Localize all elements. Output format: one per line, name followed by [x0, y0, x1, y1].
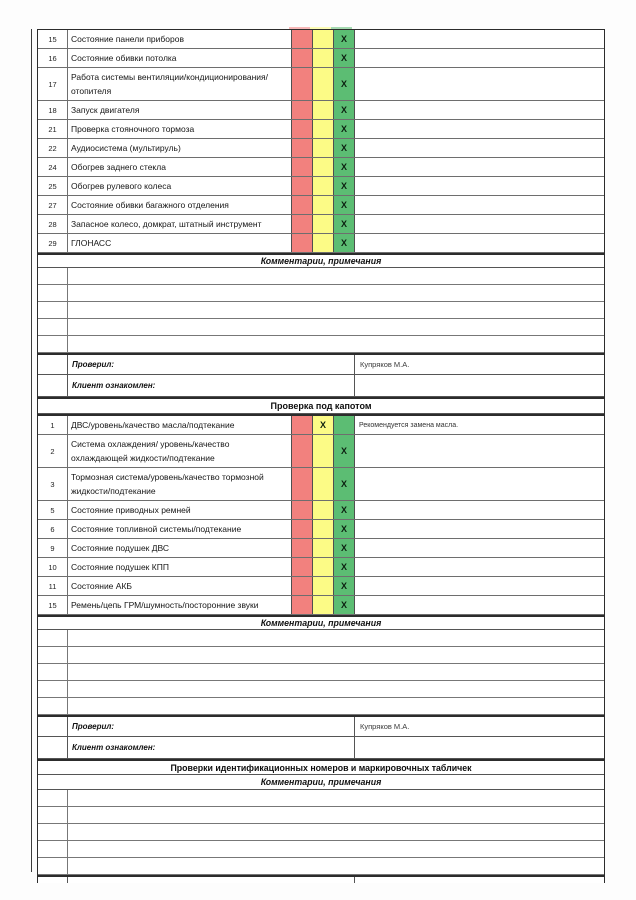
row-description: Состояние топливной системы/подтекание	[68, 520, 292, 538]
comment-empty-row	[38, 858, 604, 875]
mark-cell-green: X	[334, 501, 355, 519]
comments-empty-rows	[38, 268, 604, 353]
client-ack-label: Клиент ознакомлен:	[68, 737, 355, 758]
row-note	[355, 177, 604, 195]
row-number: 2	[38, 435, 68, 467]
checklist-row	[38, 158, 604, 177]
comment-empty-row	[38, 630, 604, 647]
mark-cell-red	[292, 596, 313, 614]
comment-empty-row	[38, 268, 604, 285]
row-description: Запуск двигателя	[68, 101, 292, 119]
row-number-stub	[38, 302, 68, 318]
mark-cell-green: X	[334, 101, 355, 119]
comment-empty-row	[38, 790, 604, 807]
row-number-stub	[38, 336, 68, 352]
mark-cell-red	[292, 416, 313, 434]
row-note	[355, 120, 604, 138]
checklist-row	[38, 30, 604, 49]
checklist-row	[38, 520, 604, 539]
mark-cell-yellow	[313, 177, 334, 195]
checklist-row	[38, 539, 604, 558]
row-number: 24	[38, 158, 68, 176]
checklist-table-under-hood	[38, 414, 604, 615]
row-number: 16	[38, 49, 68, 67]
comments-empty-rows	[38, 630, 604, 715]
row-number-stub	[38, 355, 68, 374]
comment-empty-row	[38, 824, 604, 841]
row-description: Состояние АКБ	[68, 577, 292, 595]
row-note	[355, 577, 604, 595]
row-number-stub	[38, 698, 68, 714]
comment-empty-row	[38, 681, 604, 698]
mark-cell-yellow	[313, 501, 334, 519]
mark-cell-yellow	[313, 120, 334, 138]
row-number-stub	[38, 737, 68, 758]
row-description: ГЛОНАСС	[68, 234, 292, 252]
checklist-row	[38, 139, 604, 158]
mark-cell-yellow	[313, 49, 334, 67]
mark-cell-green: X	[334, 158, 355, 176]
row-description: Обогрев заднего стекла	[68, 158, 292, 176]
row-note	[355, 139, 604, 157]
row-note	[355, 435, 604, 467]
row-note	[355, 234, 604, 252]
section-title-id-plates: Проверки идентификационных номеров и маркировочных табличек	[38, 759, 604, 775]
row-number-stub	[38, 790, 68, 806]
row-number-stub	[38, 630, 68, 646]
inspection-sheet	[37, 29, 605, 883]
comment-empty-row	[38, 647, 604, 664]
row-description: Состояние приводных ремней	[68, 501, 292, 519]
row-number-stub	[38, 268, 68, 284]
row-note	[355, 520, 604, 538]
row-description: Аудиосистема (мультируль)	[68, 139, 292, 157]
mark-cell-green: X	[334, 234, 355, 252]
row-number-stub	[38, 319, 68, 335]
row-number-stub	[38, 285, 68, 301]
mark-cell-red	[292, 68, 313, 100]
comments-header: Комментарии, примечания	[38, 253, 604, 268]
comment-empty-row	[38, 319, 604, 336]
mark-cell-yellow	[313, 139, 334, 157]
mark-cell-red	[292, 577, 313, 595]
mark-cell-yellow	[313, 158, 334, 176]
mark-cell-red	[292, 101, 313, 119]
row-description: Состояние панели приборов	[68, 30, 292, 48]
checked-by-row	[38, 715, 604, 737]
comment-empty-row	[38, 336, 604, 353]
comment-empty-row	[38, 302, 604, 319]
row-number-stub	[38, 681, 68, 697]
mark-cell-red	[292, 158, 313, 176]
cutoff-checked-by-row	[38, 875, 604, 883]
comments-header: Комментарии, примечания	[38, 775, 604, 790]
comment-empty-row	[38, 664, 604, 681]
row-number-stub	[38, 841, 68, 857]
mark-cell-red	[292, 120, 313, 138]
mark-cell-green: X	[334, 596, 355, 614]
mark-cell-red	[292, 30, 313, 48]
checked-by-label: Проверил:	[68, 355, 355, 374]
checklist-row	[38, 68, 604, 101]
row-number: 10	[38, 558, 68, 576]
mark-cell-yellow	[313, 215, 334, 233]
section-title-under-hood: Проверка под капотом	[38, 397, 604, 414]
checklist-row	[38, 49, 604, 68]
page-left-edge-line	[31, 29, 32, 872]
mark-cell-yellow	[313, 520, 334, 538]
inspector-name: Купряков М.А.	[360, 722, 410, 731]
checklist-row	[38, 501, 604, 520]
mark-cell-red	[292, 234, 313, 252]
mark-cell-green: X	[334, 177, 355, 195]
mark-cell-red	[292, 49, 313, 67]
cutoff-label-cell	[68, 877, 355, 883]
row-number: 22	[38, 139, 68, 157]
row-note: Рекомендуется замена масла.	[359, 421, 459, 429]
mark-cell-red	[292, 139, 313, 157]
row-number: 15	[38, 596, 68, 614]
mark-cell-green: X	[334, 68, 355, 100]
mark-cell-green: X	[334, 120, 355, 138]
row-note	[355, 501, 604, 519]
row-note	[355, 158, 604, 176]
checklist-row	[38, 196, 604, 215]
client-ack-value	[355, 737, 604, 758]
mark-cell-green	[334, 416, 355, 434]
mark-cell-green: X	[334, 468, 355, 500]
row-description: Тормозная система/уровень/качество тормозной жидкости/подтекание	[68, 468, 292, 500]
row-number: 3	[38, 468, 68, 500]
checklist-table-salon	[38, 30, 604, 253]
checklist-row	[38, 215, 604, 234]
comments-header: Комментарии, примечания	[38, 615, 604, 630]
mark-cell-yellow	[313, 30, 334, 48]
mark-cell-red	[292, 539, 313, 557]
row-description: ДВС/уровень/качество масла/подтекание	[68, 416, 292, 434]
checklist-row	[38, 468, 604, 501]
row-number: 21	[38, 120, 68, 138]
mark-cell-green: X	[334, 196, 355, 214]
row-number: 25	[38, 177, 68, 195]
mark-cell-green: X	[334, 558, 355, 576]
checklist-row	[38, 435, 604, 468]
mark-cell-yellow	[313, 596, 334, 614]
row-number-stub	[38, 877, 68, 883]
cutoff-value-cell	[355, 877, 604, 883]
row-description: Работа системы вентиляции/кондиционирования/ отопителя	[68, 68, 292, 100]
mark-cell-green: X	[334, 30, 355, 48]
row-number-stub	[38, 647, 68, 663]
row-note	[355, 215, 604, 233]
row-note	[355, 596, 604, 614]
mark-cell-yellow	[313, 539, 334, 557]
mark-cell-green: X	[334, 435, 355, 467]
row-description: Проверка стояночного тормоза	[68, 120, 292, 138]
row-note	[355, 68, 604, 100]
checklist-row	[38, 234, 604, 253]
row-note	[355, 101, 604, 119]
checklist-row	[38, 177, 604, 196]
mark-cell-yellow	[313, 468, 334, 500]
checked-by-label: Проверил:	[68, 717, 355, 736]
mark-cell-red	[292, 468, 313, 500]
mark-cell-green: X	[334, 539, 355, 557]
checklist-row	[38, 101, 604, 120]
mark-cell-red	[292, 501, 313, 519]
row-description: Состояние подушек ДВС	[68, 539, 292, 557]
row-description: Система охлаждения/ уровень/качество охлаждающей жидкости/подтекание	[68, 435, 292, 467]
row-description: Обогрев рулевого колеса	[68, 177, 292, 195]
row-description: Состояние обивки багажного отделения	[68, 196, 292, 214]
row-number-stub	[38, 807, 68, 823]
row-number: 27	[38, 196, 68, 214]
mark-cell-yellow	[313, 101, 334, 119]
mark-cell-red	[292, 435, 313, 467]
mark-cell-green: X	[334, 215, 355, 233]
row-number: 17	[38, 68, 68, 100]
comment-empty-row	[38, 285, 604, 302]
row-number-stub	[38, 858, 68, 874]
client-ack-row	[38, 737, 604, 759]
row-number: 5	[38, 501, 68, 519]
comment-empty-row	[38, 698, 604, 715]
comment-empty-row	[38, 807, 604, 824]
mark-cell-red	[292, 215, 313, 233]
row-number: 18	[38, 101, 68, 119]
mark-cell-red	[292, 177, 313, 195]
row-description: Состояние подушек КПП	[68, 558, 292, 576]
mark-cell-yellow	[313, 234, 334, 252]
row-description: Запасное колесо, домкрат, штатный инструмент	[68, 215, 292, 233]
row-number-stub	[38, 664, 68, 680]
checklist-row	[38, 596, 604, 615]
mark-cell-yellow: X	[313, 416, 334, 434]
row-number: 29	[38, 234, 68, 252]
mark-cell-green: X	[334, 139, 355, 157]
mark-cell-yellow	[313, 558, 334, 576]
row-number-stub	[38, 824, 68, 840]
row-number: 1	[38, 416, 68, 434]
checklist-row	[38, 120, 604, 139]
checklist-row	[38, 558, 604, 577]
row-note	[355, 558, 604, 576]
row-note	[355, 49, 604, 67]
mark-cell-red	[292, 558, 313, 576]
mark-cell-yellow	[313, 435, 334, 467]
row-description: Состояние обивки потолка	[68, 49, 292, 67]
mark-cell-red	[292, 196, 313, 214]
row-number: 6	[38, 520, 68, 538]
row-note	[355, 196, 604, 214]
mark-cell-yellow	[313, 68, 334, 100]
row-number-stub	[38, 717, 68, 736]
row-note	[355, 30, 604, 48]
row-number-stub	[38, 375, 68, 396]
row-note	[355, 468, 604, 500]
mark-cell-yellow	[313, 577, 334, 595]
row-note	[355, 539, 604, 557]
mark-cell-yellow	[313, 196, 334, 214]
row-number: 15	[38, 30, 68, 48]
checked-by-row	[38, 353, 604, 375]
row-number: 9	[38, 539, 68, 557]
mark-cell-green: X	[334, 49, 355, 67]
row-number: 11	[38, 577, 68, 595]
comments-empty-rows	[38, 790, 604, 875]
inspector-name: Купряков М.А.	[360, 360, 410, 369]
mark-cell-green: X	[334, 577, 355, 595]
client-ack-row	[38, 375, 604, 397]
comment-empty-row	[38, 841, 604, 858]
row-description: Ремень/цепь ГРМ/шумность/посторонние звуки	[68, 596, 292, 614]
client-ack-label: Клиент ознакомлен:	[68, 375, 355, 396]
checklist-row	[38, 577, 604, 596]
row-number: 28	[38, 215, 68, 233]
client-ack-value	[355, 375, 604, 396]
mark-cell-red	[292, 520, 313, 538]
mark-cell-green: X	[334, 520, 355, 538]
checklist-row	[38, 416, 604, 435]
